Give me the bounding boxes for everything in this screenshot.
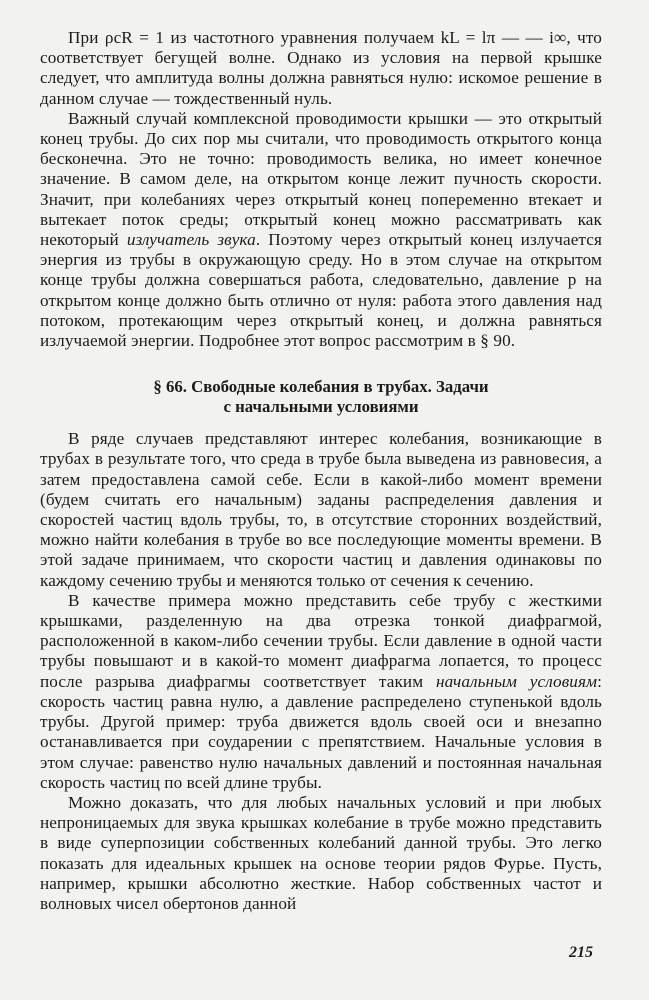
- section-heading-line-2: с начальными условиями: [223, 397, 419, 417]
- top-paragraph-2: [40, 109, 602, 351]
- bottom-paragraph-2: [40, 591, 602, 793]
- text-run: При ρcR = 1 из частотного уравнения получаем kL = lπ — — i∞, что соответствует бегущей волне. Однако из условия на первой крышке следует, что амплитуда волны должна равняться нулю: искомое решение в данном случае — тождественный нуль.: [40, 28, 602, 108]
- section-heading-line-1: § 66. Свободные колебания в трубах. Задачи: [153, 377, 489, 397]
- text-block-top: [40, 28, 602, 351]
- text-run: В ряде случаев представляют интерес колебания, возникающие в трубах в результате того, что среда в трубе была выведена из равновесия, а затем предоставлена самой себе. Если в какой-либо момент времени (будем считать его начальным) заданы распределения давления и скоростей частиц вдоль трубы, то, в отсутствие сторонних воздействий, можно найти колебания в трубе во все последующие моменты времени. В этой задаче принимаем, что скорости частиц и давления одинаковы по каждому сечению трубы и меняются только от сечения к сечению.: [40, 429, 602, 590]
- text-run: Важный случай комплексной проводимости крышки — это открытый конец трубы. До сих пор мы считали, что проводимость открытого конца бесконечна. Это не точно: проводимость велика, но имеет конечное значение. В самом деле, на открытом конце лежит пучность скорости. Значит, при колебаниях через открытый конец попеременно втекает и вытекает поток среды; открытый конец можно рассматривать как некоторый: [40, 108, 602, 250]
- text-run: . Поэтому через открытый конец излучается энергия из трубы в окружающую среду. Но в этом случае на открытом конце трубы должна совершаться работа, следовательно, давление p на открытом конце должно быть отлично от нуля: работа этого давления над потоком, протекающим через открытый конец, и должна равняться излучаемой энергии. Подробнее этот вопрос рассмотрим в § 90.: [40, 230, 602, 351]
- top-paragraph-1: [40, 28, 602, 109]
- text-run: : скорость частиц равна нулю, а давление распределено ступенькой вдоль трубы. Другой пример: труба движется вдоль своей оси и внезапно останавливается при соударении с препятствием. Начальные условия в этом случае: равенство нулю начальных давлений и постоянная начальная скорость частиц по всей длине трубы.: [40, 671, 602, 792]
- page-number: 215: [569, 944, 593, 961]
- section-heading: [40, 377, 602, 417]
- bottom-paragraph-1: [40, 429, 602, 591]
- book-page: [40, 28, 602, 914]
- italic-phrase: излучатель звука: [126, 230, 256, 250]
- text-run: В качестве примера можно представить себе трубу с жесткими крышками, разделенную на два отрезка тонкой диафрагмой, расположенной в каком-либо сечении трубы. Если давление в одной части трубы повышают и в какой-то момент диафрагма лопается, то процесс после разрыва диафрагмы соответствует таким: [40, 590, 602, 691]
- bottom-paragraph-3: [40, 793, 602, 914]
- italic-phrase: начальным условиям: [435, 671, 598, 691]
- text-block-bottom: [40, 429, 602, 914]
- text-run: Можно доказать, что для любых начальных условий и при любых непроницаемых для звука крышках колебание в трубе можно представить в виде суперпозиции собственных колебаний данной трубы. Это легко показать для идеальных крышек на основе теории рядов Фурье. Пусть, например, крышки абсолютно жесткие. Набор собственных частот и волновых чисел обертонов данной: [40, 792, 602, 913]
